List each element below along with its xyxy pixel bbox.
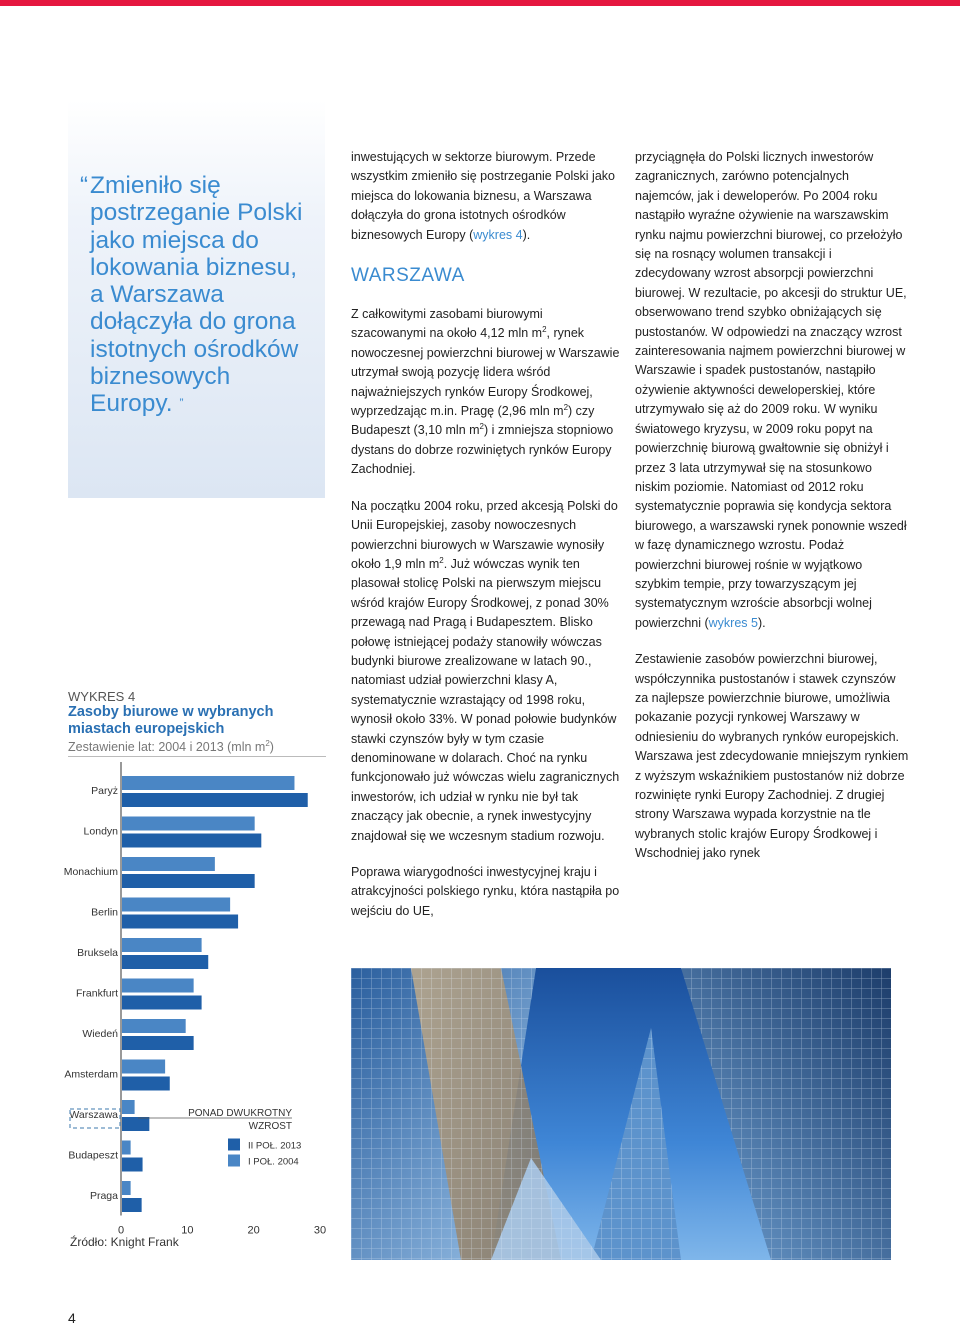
paragraph-text: ) i zmniejsza stopniowo dystans do dobrze rozwiniętych rynków Europy Zachodniej. <box>351 423 614 477</box>
quote-line: postrzeganie Polski <box>90 199 303 227</box>
x-tick-label: 0 <box>117 1224 125 1235</box>
paragraph <box>635 148 910 633</box>
quote-line: jako miejsca do <box>90 226 259 254</box>
category-label: Praga <box>89 1190 118 1202</box>
paragraph <box>351 148 621 245</box>
category-label: Warszawa <box>69 1109 118 1121</box>
bar <box>122 898 230 912</box>
paragraph-text: ) czy Budapeszt (3,10 mln m <box>351 404 595 438</box>
page-number: 4 <box>68 1310 76 1326</box>
quote-line: a Warszawa <box>90 281 224 309</box>
annotation-text: PONAD DWUKROTNY <box>188 1108 292 1119</box>
legend-swatch <box>228 1139 240 1151</box>
chart-subtitle-text: Zestawienie lat: 2004 i 2013 (mln m <box>68 740 266 754</box>
paragraph-text: przyciągnęła do Polski licznych inwestorów zagranicznych, zarówno potencjalnych najemców, jak i deweloperów. Po 2004 roku nastąpiło wyraźne ożywienie na warszawskim rynku najmu powierzchni biurowej, co przełożyło się na rosnący wolumen transakcji i zdecydowany wzrost absorpcji powierzchni biurowej. W rezultacie, po akcesji do struktur UE, obserwowano trend szybko obniżających się pustostanów. W odpowiedzi na znaczący wzrost zainteresowania najmem powierzchni biurowej w Warszawie i spadek pustostanów, nastąpiło ożywienie aktywności deweloperskiej, które utrzymywało się aż do 2009 roku. W wyniku światowego kryzysu, w 2009 roku popyt na powierzchnię biurową gwałtownie się obniżył i przez 3 lata utrzymywał się na stosunkowo niskim poziomie. Natomiast od 2012 roku systematycznie poprawia się kondycja sektora biurowego, a warszawski rynek ponownie wszedł w fazę dynamicznego wzrostu. Podaż powierzchni biurowej rośnie w wyjątkowo szybkim tempie, przy towarzyszącym jej systematycznym wzroście absorbcji wolnej powierzchni ( <box>635 150 907 630</box>
quote-line: istotnych ośrodków <box>90 335 299 363</box>
chart-subtitle-sup: 2 <box>265 738 270 748</box>
category-label: Amsterdam <box>64 1068 118 1081</box>
bar <box>122 874 255 888</box>
text-column-1 <box>351 148 621 921</box>
paragraph: Zestawienie zasobów powierzchni biurowej, współczynnika pustostanów i stawek czynszów za najlepsze powierzchnie biurowe, umożliwia pokazanie pozycji rynkowej Warszawy w odniesieniu do wybranych rynków europejskich. Warszawa jest zdecydowanie mniejszym rynkiem z wyższym wskaźnikiem pustostanów niż dobrze rozwinięte rynki Europy Zachodniej. Z drugiej strony Warszawa wypada korzystnie na tle wybranych stolic krajów Europy Środkowej i Wschodniej jako rynek <box>635 652 909 861</box>
x-tick-label: 20 <box>247 1224 260 1235</box>
legend-label: II POŁ. 2013 <box>248 1140 302 1152</box>
superscript: 2 <box>439 555 444 565</box>
chart-title: Zasoby biurowe w wybranych miastach europejskich <box>68 704 274 737</box>
quote-close-mark: ” <box>179 396 184 411</box>
annotation-text: WZROST <box>248 1121 292 1132</box>
superscript: 2 <box>563 402 569 412</box>
bar <box>122 1036 194 1050</box>
chart-reference-link[interactable]: wykres 5 <box>708 615 758 630</box>
text-column-2 <box>635 148 910 864</box>
legend-label: I POŁ. 2004 <box>248 1156 299 1168</box>
bar <box>122 1141 131 1155</box>
paragraph-text: inwestujących w sektorze biurowym. Przede wszystkim zmieniło się postrzeganie Polski jako miejsca do lokowania biznesu, a Warszawa dołączyła do grona istotnych ośrodków biznesowych Europy ( <box>351 150 615 242</box>
chart-header-rule <box>68 756 326 757</box>
bar <box>122 1198 142 1212</box>
section-heading: WARSZAWA <box>351 265 465 287</box>
category-label: Paryż <box>91 785 118 797</box>
quote-line: Zmieniło się <box>90 172 221 199</box>
x-tick-label: 10 <box>181 1224 194 1235</box>
paragraph: Poprawa wiarygodności inwestycyjnej kraju i atrakcyjności polskiego rynku, która nastąpiła po wejściu do UE, <box>351 865 620 918</box>
bar <box>122 915 238 929</box>
paragraph-text: ). <box>522 227 531 242</box>
skyscrapers-photo <box>351 968 891 1260</box>
pull-quote <box>90 172 315 418</box>
chart-subtitle-end: ) <box>269 740 274 754</box>
chart-source: Źródło: Knight Frank <box>70 1235 179 1249</box>
bar <box>122 776 294 790</box>
paragraph <box>351 305 621 480</box>
bar <box>122 1158 143 1172</box>
category-label: Londyn <box>83 825 118 838</box>
bar <box>122 1100 135 1114</box>
category-label: Budapeszt <box>68 1149 118 1162</box>
quote-open-mark: “ <box>80 172 88 199</box>
legend-swatch <box>228 1155 240 1167</box>
quote-line: lokowania biznesu, <box>90 253 298 281</box>
bar <box>122 1060 165 1074</box>
bar <box>122 955 208 969</box>
category-label: Bruksela <box>77 947 118 959</box>
bar <box>122 817 255 831</box>
quote-line: dołączyła do grona <box>90 308 296 336</box>
paragraph-text: ). <box>757 615 766 630</box>
paragraph-text: . Już wówczas wynik ten plasował stolicę Polski na pierwszym miejscu wśród krajów Europy Środkowej, z ponad 30% przewagą nad Pragą i Budapesztem. Blisko połowę istniejącej podaży stanowiły wówczas budynki biurowe zrealizowane w latach 90., natomiast udział powierzchni klasy A, systematycznie wzrastający od 1998 roku, wynosił około 33%. W ponad połowie budynków stawki czynszów były w tym czasie denominowane w dolarach. Choć na rynku funkcjonowało już wówczas wielu zagranicznych inwestorów, ich udział w rynku nie był tak znaczący jak obecnie, a rynek inwestycyjny znajdował się we wczesnym stadium rozwoju. <box>351 556 620 843</box>
bar <box>122 834 261 848</box>
top-accent-bar <box>0 0 960 6</box>
bar <box>122 1019 186 1033</box>
bar <box>122 1181 131 1195</box>
category-label: Frankfurt <box>75 987 118 1000</box>
paragraph-text: Na początku 2004 roku, przed akcesją Polski do Unii Europejskiej, zasoby nowoczesnych powierzchni biurowych w Warszawie wynosiły około 1,9 mln m <box>351 498 618 571</box>
skyscrapers-illustration <box>351 968 891 1260</box>
bar <box>122 1077 170 1091</box>
category-label: Wiedeń <box>82 1028 118 1040</box>
chart-reference-link[interactable]: wykres 4 <box>473 227 523 242</box>
x-tick-label: 30 <box>313 1224 327 1235</box>
chart-subtitle <box>68 740 274 754</box>
bar <box>122 793 308 807</box>
bar <box>122 938 202 952</box>
superscript: 2 <box>542 325 547 335</box>
bar <box>122 1117 149 1131</box>
bar <box>122 979 194 993</box>
bar <box>122 996 202 1010</box>
quote-line: Europy. <box>90 390 173 418</box>
quote-line: biznesowych <box>90 363 231 391</box>
category-label: Berlin <box>91 906 118 919</box>
bar <box>122 857 215 871</box>
chart-label: WYKRES 4 <box>68 689 136 704</box>
office-stock-bar-chart <box>60 760 335 1235</box>
paragraph <box>351 497 621 846</box>
category-label: Monachium <box>63 866 118 878</box>
superscript: 2 <box>479 422 484 432</box>
paragraph-text: , rynek nowoczesnej powierzchni biurowej w Warszawie utrzymał swoją pozycję lidera wśród najważniejszych rynków Europy Środkowej, wyprzedzając m.in. Pragę (2,96 mln m <box>351 326 620 419</box>
paragraph-text: Z całkowitymi zasobami biurowymi szacowanymi na około 4,12 mln m <box>351 307 543 341</box>
